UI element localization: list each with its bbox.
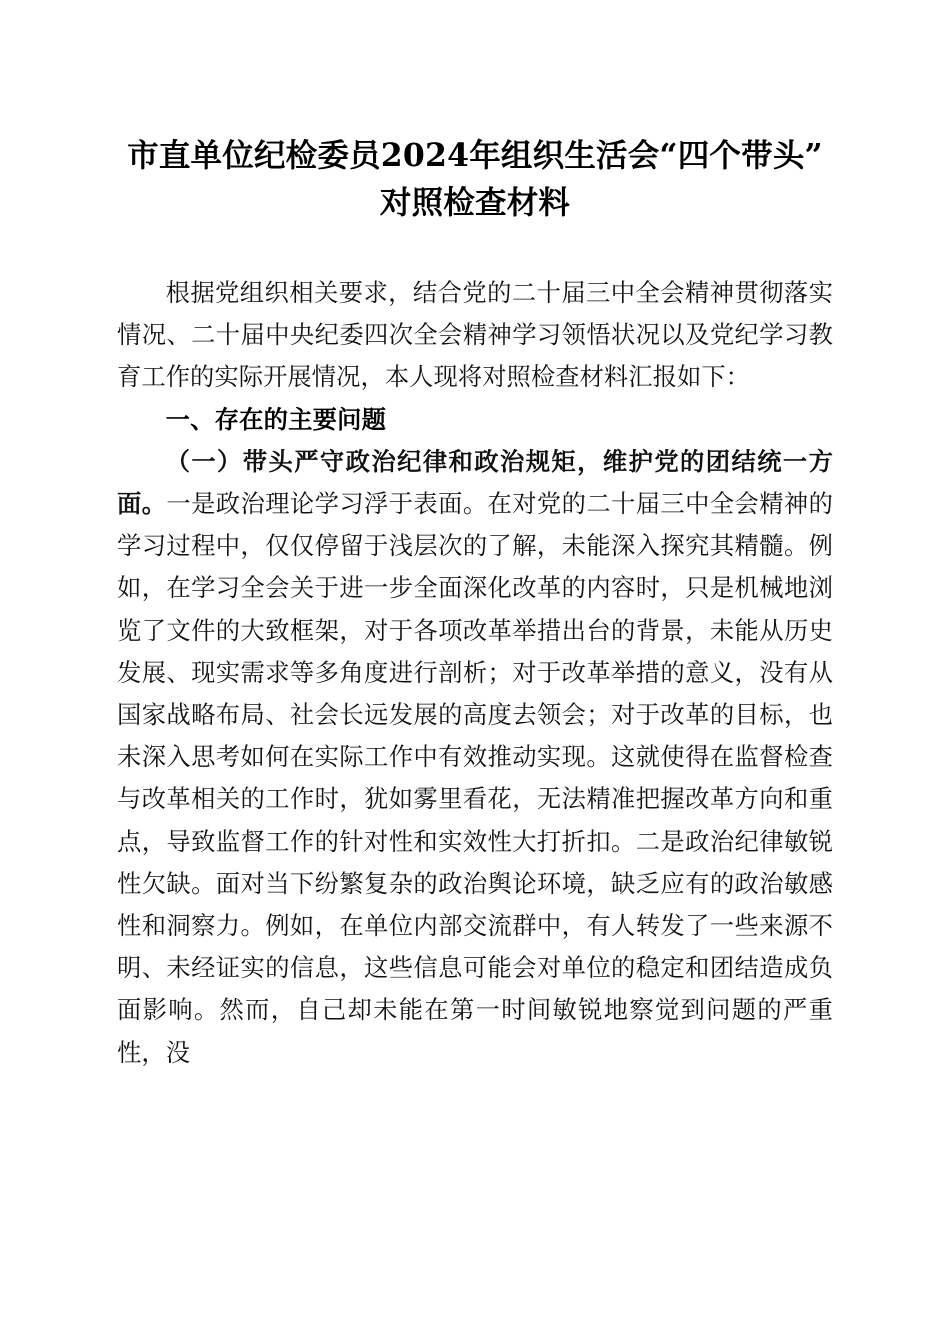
document-content bbox=[117, 0, 833, 1264]
paragraph-section-one bbox=[117, 441, 833, 1074]
paragraph-intro: 根据党组织相关要求，结合党的二十届三中全会精神贯彻落实情况、二十届中央纪委四次全会精神学习领悟状况以及党纪学习教育工作的实际开展情况，本人现将对照检查材料汇报如下： bbox=[117, 278, 833, 392]
page-title: 市直单位纪检委员2024年组织生活会“四个带头”对照检查材料 bbox=[127, 137, 823, 221]
section-heading-main-problems: 一、存在的主要问题 bbox=[165, 404, 387, 434]
section-one-lead-bold: （一）带头严守政治纪律和政治规矩，维护党的团结统一方面。 bbox=[117, 446, 833, 519]
section-one-body-text: 一是政治理论学习浮于表面。在对党的二十届三中全会精神的学习过程中，仅仅停留于浅层次的了解，未能深入探究其精髓。例如，在学习全会关于进一步全面深化改革的内容时，只是机械地浏览了文件的大致框架，对于各项改革举措出台的背景，未能从历史发展、现实需求等多角度进行剖析；对于改革举措的意义，没有从国家战略布局、社会长远发展的高度去领会；对于改革的目标，也未深入思考如何在实际工作中有效推动实现。这就使得在监督检查与改革相关的工作时，犹如雾里看花，无法精准把握改革方向和重点，导致监督工作的针对性和实效性大打折扣。二是政治纪律敏锐性欠缺。面对当下纷繁复杂的政治舆论环境，缺乏应有的政治敏感性和洞察力。例如，在单位内部交流群中，有人转发了一些来源不明、未经证实的信息，这些信息可能会对单位的稳定和团结造成负面影响。然而，自己却未能在第一时间敏锐地察觉到问题的严重性，没 bbox=[117, 489, 833, 1067]
page-bottom-whitespace bbox=[117, 1074, 833, 1264]
